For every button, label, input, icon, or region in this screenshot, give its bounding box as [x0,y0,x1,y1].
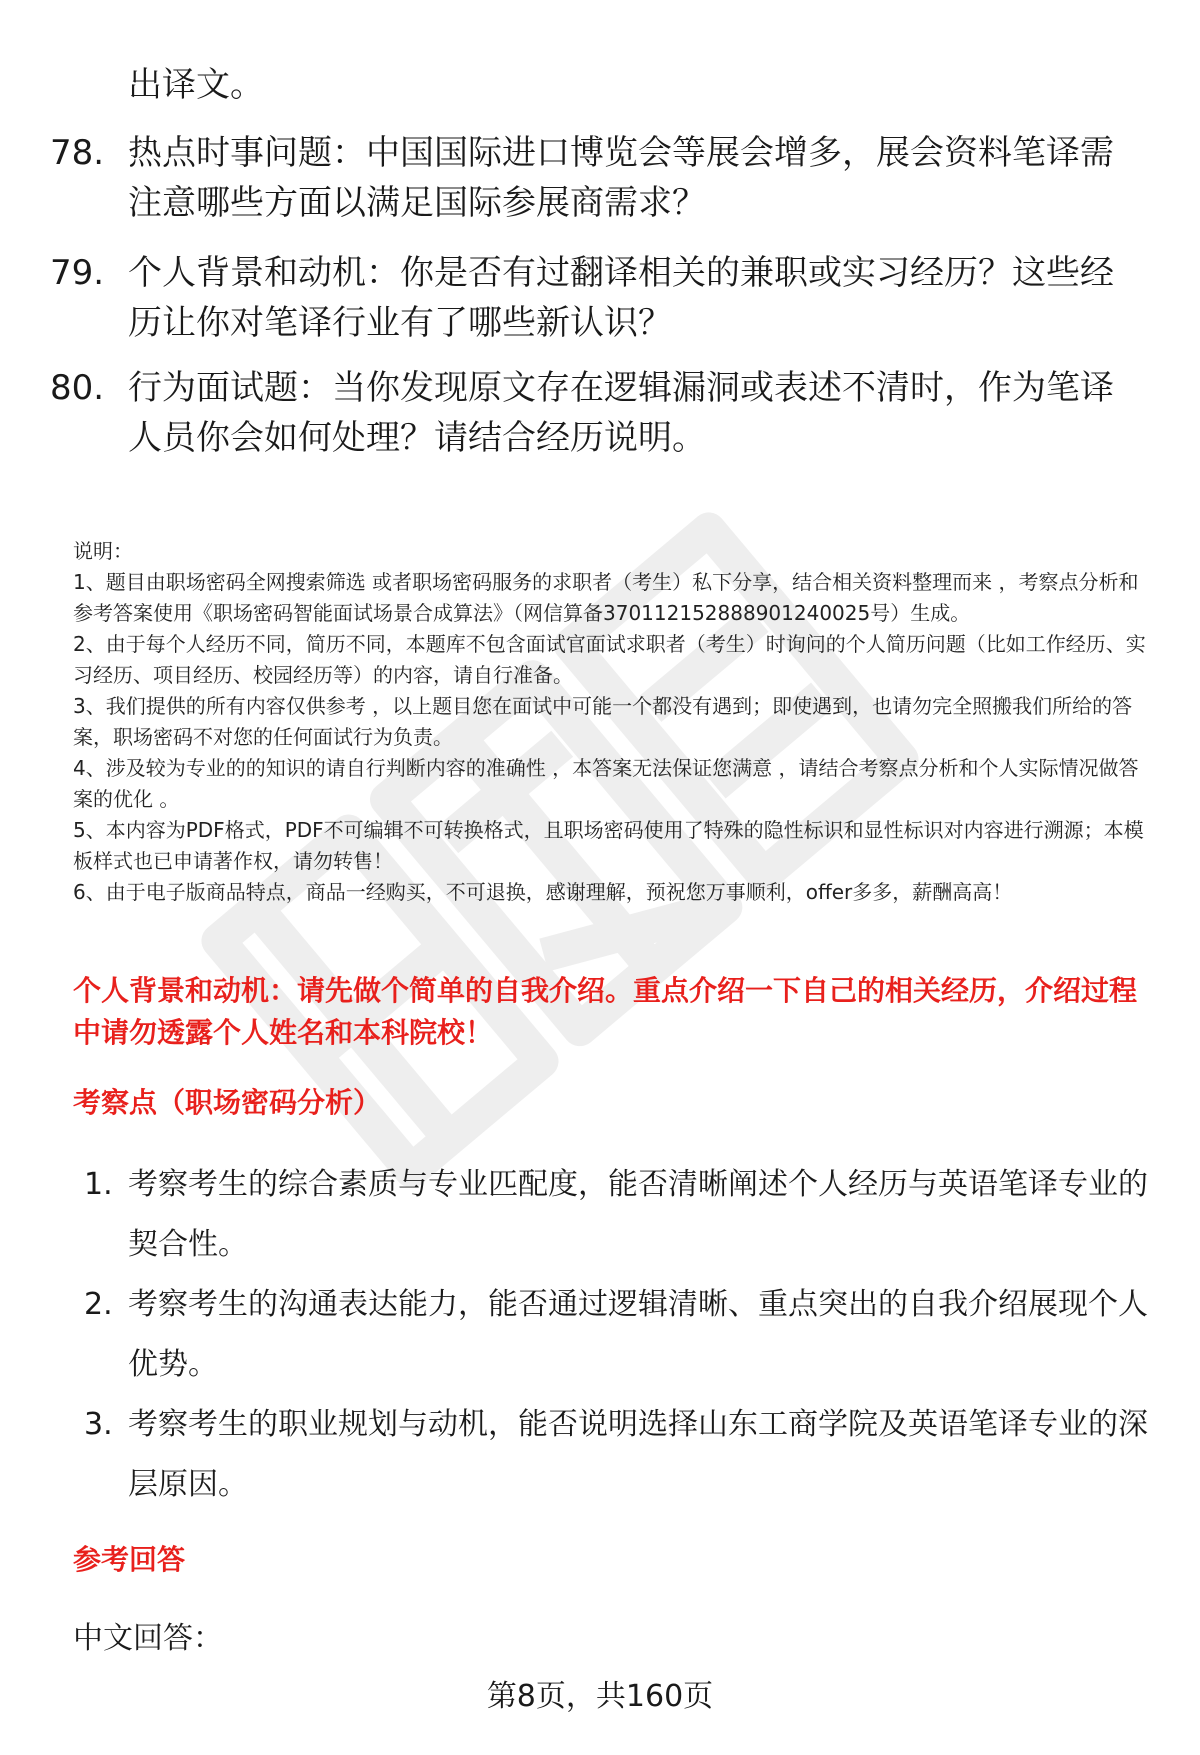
analysis-points [80,1155,1160,1515]
question-number: 78. [50,133,105,173]
question-item [50,248,1150,348]
point-text: 考察考生的沟通表达能力，能否通过逻辑清晰、重点突出的自我介绍展现个人优势。 [128,1287,1148,1382]
answer-label: 中文回答： [73,1621,223,1656]
point-text: 考察考生的职业规划与动机，能否说明选择山东工商学院及英语笔译专业的深层原因。 [128,1407,1148,1502]
question-text: 行为面试题：当你发现原文存在逻辑漏洞或表述不清时，作为笔译人员你会如何处理？请结合经历说明。 [128,368,1114,458]
question-item [50,128,1150,228]
point-number: 3. [84,1407,113,1442]
page-footer: 第8页，共160页 [486,1679,714,1714]
point-number: 2. [84,1287,113,1322]
question-text: 个人背景和动机：你是否有过翻译相关的兼职或实习经历？这些经历让你对笔译行业有了哪些新认识？ [128,253,1114,343]
point-text: 考察考生的综合素质与专业匹配度，能否清晰阐述个人经历与英语笔译专业的契合性。 [128,1167,1148,1262]
analysis-point [80,1275,1160,1395]
point-number: 1. [84,1167,113,1202]
note-item: 3、我们提供的所有内容仅供参考 ，以上题目您在面试中可能一个都没有遇到；即使遇到，也请勿完全照搬我们所给的答案，职场密码不对您的任何面试行为负责。 [73,694,1133,749]
notes-title: 说明： [73,539,133,563]
analysis-point [80,1155,1160,1275]
note-item: 2、由于每个人经历不同，简历不同，本题库不包含面试官面试求职者（考生）时询问的个人简历问题（比如工作经历、实习经历、项目经历、校园经历等）的内容，请自行准备。 [73,632,1146,687]
question-number: 79. [50,253,105,293]
featured-question: 个人背景和动机：请先做个简单的自我介绍。重点介绍一下自己的相关经历，介绍过程中请勿透露个人姓名和本科院校！ [73,974,1138,1049]
disclaimer-notes [73,536,1158,908]
analysis-point [80,1395,1160,1515]
note-item: 4、涉及较为专业的的知识的请自行判断内容的准确性 ，本答案无法保证您满意 ，请结合考察点分析和个人实际情况做答案的优化 。 [73,756,1139,811]
question-number: 80. [50,368,105,408]
note-item: 6、由于电子版商品特点，商品一经购买，不可退换，感谢理解，预祝您万事顺利，offer多多，薪酬高高！ [73,880,1013,904]
analysis-heading: 考察点（职场密码分析） [73,1086,382,1119]
note-item: 1、题目由职场密码全网搜索筛选 或者职场密码服务的求职者（考生）私下分享，结合相关资料整理而来 ，考察点分析和参考答案使用《职场密码智能面试场景合成算法》（网信算备370112152888901240025号）生成。 [73,570,1139,625]
reference-heading: 参考回答 [73,1543,186,1576]
question-text: 热点时事问题：中国国际进口博览会等展会增多，展会资料笔译需注意哪些方面以满足国际参展商需求？ [128,133,1114,223]
continuation-text: 出译文。 [128,65,264,105]
question-item [50,363,1150,463]
note-item: 5、本内容为PDF格式，PDF不可编辑不可转换格式，且职场密码使用了特殊的隐性标识和显性标识对内容进行溯源；本模板样式也已申请著作权，请勿转售！ [73,818,1144,873]
